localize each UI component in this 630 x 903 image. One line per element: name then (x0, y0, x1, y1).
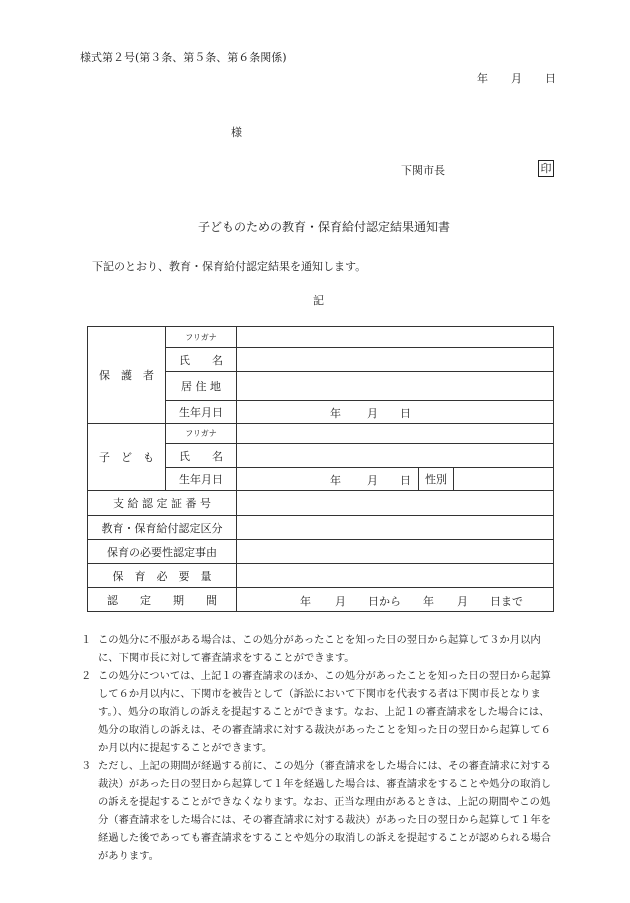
list-item (81, 631, 559, 667)
category-field[interactable] (237, 516, 554, 540)
date-day-label: 日 (545, 72, 556, 85)
period-start-year: 年 (300, 594, 311, 608)
guardian-label: 保 護 者 (88, 327, 166, 424)
child-birth-day: 日 (400, 474, 411, 487)
lead-text: 下記のとおり、教育・保育給付認定結果を通知します。 (92, 260, 367, 273)
necessity-reason-field[interactable] (237, 540, 554, 564)
period-end-month: 月 (457, 594, 468, 608)
child-birthdate-label: 生年月日 (166, 468, 237, 491)
care-amount-label: 保 育 必 要 量 (88, 564, 237, 588)
guardian-furigana-field[interactable] (237, 327, 554, 348)
table-row (88, 540, 554, 564)
guardian-birth-day: 日 (400, 407, 411, 420)
period-end-year: 年 (423, 594, 434, 608)
period-label: 認 定 期 間 (88, 588, 237, 612)
period-to: 日まで (490, 594, 523, 608)
category-label: 教育・保育給付認定区分 (88, 516, 237, 540)
guardian-name-field[interactable] (237, 348, 554, 372)
table-row (88, 588, 554, 612)
table-row (88, 424, 554, 444)
list-item (81, 757, 559, 865)
child-birthdate-field[interactable] (237, 468, 419, 491)
date-year-label: 年 (477, 72, 488, 85)
table-row (88, 327, 554, 348)
ki-heading: 記 (313, 294, 324, 307)
seal-mark: 印 (538, 160, 554, 177)
addressee-suffix: 様 (231, 126, 242, 139)
form-number: 様式第２号(第３条、第５条、第６条関係) (80, 51, 287, 64)
child-furigana-field[interactable] (237, 424, 554, 444)
notes-section (81, 631, 559, 865)
guardian-birth-year: 年 (330, 407, 341, 420)
child-name-field[interactable] (237, 444, 554, 468)
guardian-address-label: 居 住 地 (166, 372, 237, 401)
guardian-birthdate-label: 生年月日 (166, 401, 237, 424)
table-row (88, 516, 554, 540)
child-furigana-label: フリガナ (166, 424, 237, 444)
certification-table (87, 326, 554, 612)
necessity-reason-label: 保育の必要性認定事由 (88, 540, 237, 564)
period-field[interactable] (237, 588, 554, 612)
guardian-furigana-label: フリガナ (166, 327, 237, 348)
note-number: １ (81, 634, 92, 646)
period-from: 日から (368, 594, 401, 608)
gender-label: 性別 (419, 468, 454, 491)
issuer-name: 下関市長 (401, 164, 445, 177)
guardian-name-label: 氏 名 (166, 348, 237, 372)
date-month-label: 月 (511, 72, 522, 85)
gender-field[interactable] (454, 468, 554, 491)
cert-number-label: 支 給 認 定 証 番 号 (88, 491, 237, 516)
list-item (81, 667, 559, 757)
guardian-address-field[interactable] (237, 372, 554, 401)
guardian-birth-month: 月 (367, 407, 378, 420)
period-start-month: 月 (335, 594, 346, 608)
child-name-label: 氏 名 (166, 444, 237, 468)
child-birth-year: 年 (330, 474, 341, 487)
guardian-birthdate-field[interactable] (237, 401, 554, 424)
child-birth-month: 月 (367, 474, 378, 487)
care-amount-field[interactable] (237, 564, 554, 588)
table-row (88, 564, 554, 588)
table-row (88, 491, 554, 516)
note-text: ただし、上記の期間が経過する前に、この処分（審査請求をした場合には、その審査請求に対する裁決）があった日の翌日から起算して１年を経過した場合は、審査請求をすることや処分の取消しの訴えを提起することができなくなります。なお、正当な理由があるときは、上記の期間やこの処分（審査請求をした場合には、その審査請求に対する裁決）があった日の翌日から起算して１年を経過した後であっても審査請求をすることや処分の取消しの訴えを提起することが認められる場合があります。 (98, 760, 552, 862)
note-text: この処分に不服がある場合は、この処分があったことを知った日の翌日から起算して３か月以内に、下関市長に対して審査請求をすることができます。 (98, 634, 541, 664)
document-title: 子どものための教育・保育給付認定結果通知書 (198, 220, 451, 234)
note-text: この処分については、上記１の審査請求のほか、この処分があったことを知った日の翌日から起算して６か月以内に、下関市を被告として（訴訟において下関市を代表する者は下関市長となります。）、処分の取消しの訴えを提起することができます。なお、上記１の審査請求をした場合には、処分の取消しの訴えは、その審査請求に対する裁決があったことを知った日の翌日から起算して６か月以内に提起することができます。 (98, 670, 551, 754)
cert-number-field[interactable] (237, 491, 554, 516)
child-label: 子 ど も (88, 424, 166, 491)
note-number: ２ (81, 670, 92, 682)
note-number: ３ (81, 760, 92, 772)
